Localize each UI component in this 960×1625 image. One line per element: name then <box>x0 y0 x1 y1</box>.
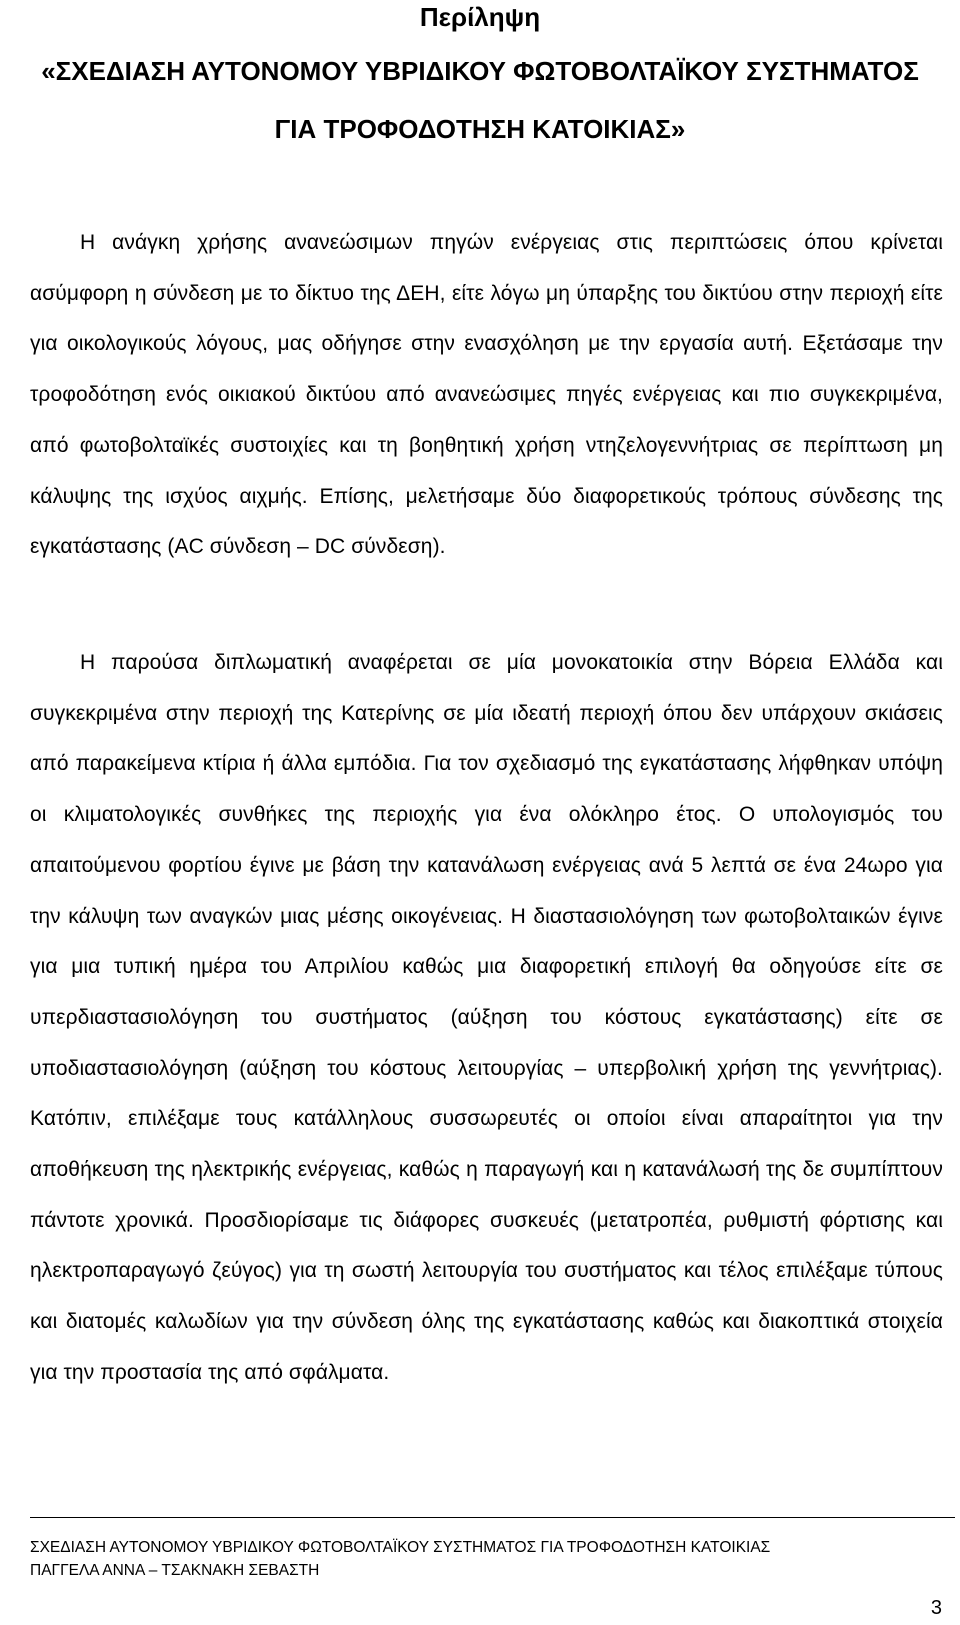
page-title: Περίληψη <box>419 2 541 32</box>
abstract-paragraph-1: Η ανάγκη χρήσης ανανεώσιμων πηγών ενέργειας στις περιπτώσεις όπου κρίνεται ασύμφορη η σύνδεση με το δίκτυο της ΔΕΗ, είτε λόγω μη ύπαρξης του δικτύου στην περιοχή είτε για οικολογικούς λόγους, μας οδήγησε στην ενασχόληση με την εργασία αυτή. Εξετάσαμε την τροφοδότηση ενός οικιακού δικτύου από ανανεώσιμες πηγές ενέργειας και πιο συγκεκριμένα, από φωτοβολταϊκές συστοιχίες και τη βοηθητική χρήση ντηζελογεννήτριας σε περίπτωση μη κάλυψης της ισχύος αιχμής. Επίσης, μελετήσαμε δύο διαφορετικούς τρόπους σύνδεσης της εγκατάστασης (AC σύνδεση – DC σύνδεση). <box>30 231 943 559</box>
abstract-paragraph-2: Η παρούσα διπλωματική αναφέρεται σε μία μονοκατοικία στην Βόρεια Ελλάδα και συγκεκριμένα στην περιοχή της Κατερίνης σε μία ιδεατή περιοχή όπου δεν υπάρχουν σκιάσεις από παρακείμενα κτίρια ή άλλα εμπόδια. Για τον σχεδιασμό της εγκατάστασης λήφθηκαν υπόψη οι κλιματολογικές συνθήκες της περιοχής για ένα ολόκληρο έτος. Ο υπολογισμός του απαιτούμενου φορτίου έγινε με βάση την κατανάλωση ενέργειας ανά 5 λεπτά σε ένα 24ωρο για την κάλυψη των αναγκών μιας μέσης οικογένειας. Η διαστασιολόγηση των φωτοβολταικών έγινε για μια τυπική ημέρα του Απριλίου καθώς μια διαφορετική επιλογή θα οδηγούσε είτε σε υπερδιαστασιολόγηση του συστήματος (αύξηση του κόστους εγκατάστασης) είτε σε υποδιαστασιολόγηση (αύξηση του κόστους λειτουργίας – υπερβολική χρήση της γεννήτριας). Κατόπιν, επιλέξαμε τους κατάλληλους συσσωρευτές οι οποίοι είναι απαραίτητοι για την αποθήκευση της ηλεκτρικής ενέργειας, καθώς η παραγωγή και η κατανάλωσή της δε συμπίπτουν πάντοτε χρονικά. Προσδιορίσαμε τις διάφορες συσκευές (μετατροπέα, ρυθμιστή φόρτισης και ηλεκτροπαραγωγό ζεύγος) για τη σωστή λειτουργία του συστήματος και τέλος επιλέξαμε τύπους και διατομές καλωδίων για την σύνδεση όλης της εγκατάστασης καθώς και διακοπτικά στοιχεία για την προστασία της από σφάλματα. <box>30 651 943 1384</box>
page-number: 3 <box>930 1597 942 1619</box>
footer-divider <box>30 1517 955 1518</box>
footer-title: ΣΧΕΔΙΑΣΗ ΑΥΤΟΝΟΜΟΥ ΥΒΡΙΔΙΚΟΥ ΦΩΤΟΒΟΛΤΑΪΚΟΥ ΣΥΣΤΗΜΑΤΟΣ ΓΙΑ ΤΡΟΦΟΔΟΤΗΣΗ ΚΑΤΟΙΚΙΑΣ <box>30 1539 771 1556</box>
thesis-title-line-2: ΓΙΑ ΤΡΟΦΟΔΟΤΗΣΗ ΚΑΤΟΙΚΙΑΣ» <box>274 114 686 144</box>
footer-authors: ΠΑΓΓΕΛΑ ΑΝΝΑ – ΤΣΑΚΝΑΚΗ ΣΕΒΑΣΤΗ <box>30 1562 320 1579</box>
thesis-title-line-1: «ΣΧΕΔΙΑΣΗ ΑΥΤΟΝΟΜΟΥ ΥΒΡΙΔΙΚΟΥ ΦΩΤΟΒΟΛΤΑΪΚΟΥ ΣΥΣΤΗΜΑΤΟΣ <box>41 56 919 86</box>
